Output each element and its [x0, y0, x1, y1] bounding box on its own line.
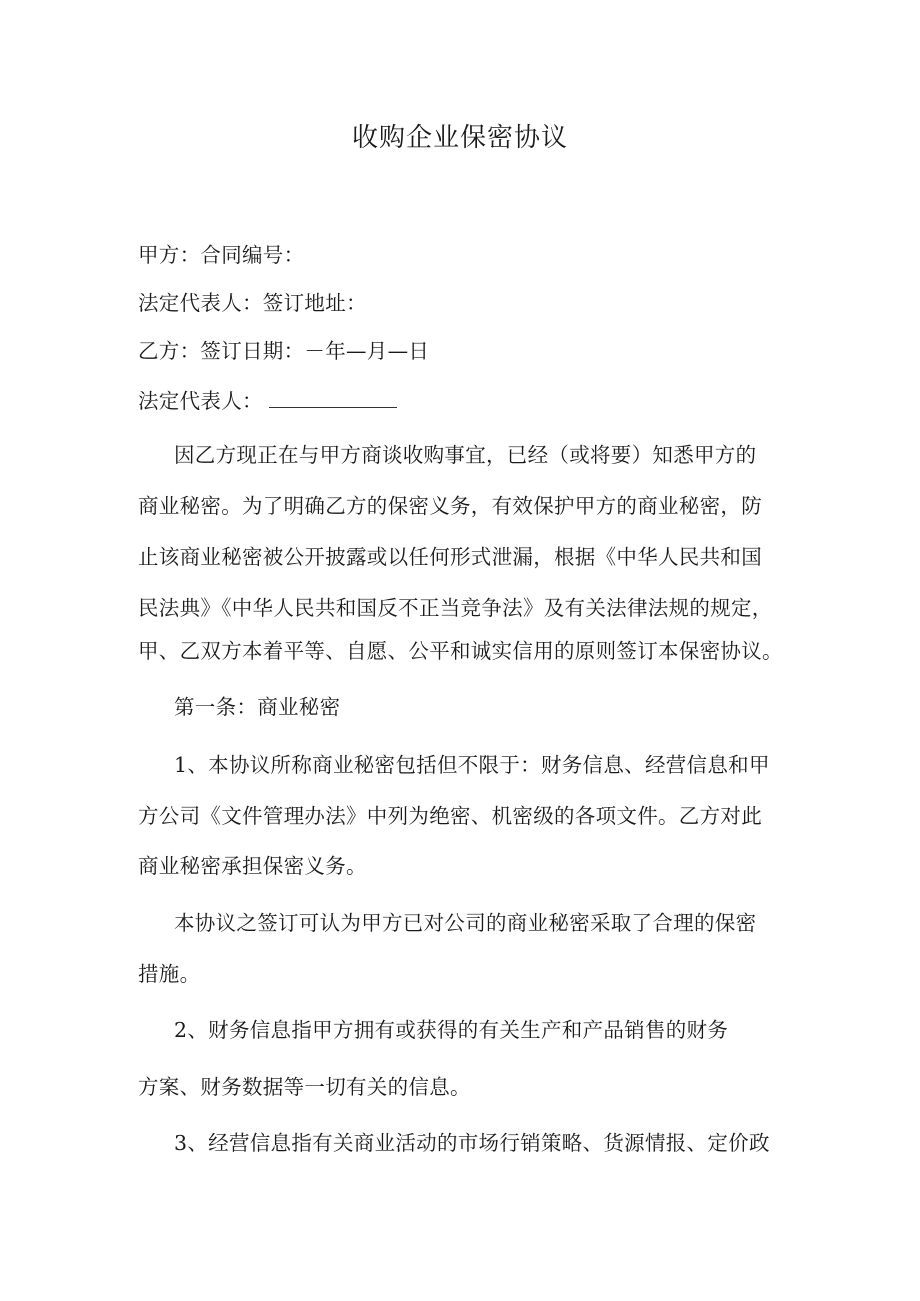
paragraph-line: 因乙方现正在与甲方商谈收购事宜，已经（或将要）知悉甲方的	[174, 443, 757, 467]
paragraph-line: 民法典》《中华人民共和国反不正当竞争法》及有关法律法规的规定，	[138, 596, 773, 620]
party-a-line: 甲方：合同编号：	[138, 243, 305, 267]
paragraph-line: 措施。	[138, 962, 201, 986]
paragraph-line: 3、经营信息指有关商业活动的市场行销策略、货源情报、定价政	[174, 1131, 770, 1155]
paragraph-line: 止该商业秘密被公开披露或以任何形式泄漏，根据《中华人民共和国	[138, 545, 762, 569]
party-b-line: 乙方：签订日期：－年—月—日	[138, 339, 430, 363]
article-heading: 第一条：商业秘密	[174, 695, 341, 719]
legal-rep-a-line: 法定代表人：签订地址：	[138, 291, 367, 315]
document-title: 收购企业保密协议	[351, 123, 568, 153]
paragraph-line: 商业秘密承担保密义务。	[138, 854, 367, 878]
paragraph-line: 1、本协议所称商业秘密包括但不限于：财务信息、经营信息和甲	[174, 753, 770, 777]
signature-blank-line	[269, 385, 397, 408]
paragraph-line: 商业秘密。为了明确乙方的保密义务，有效保护甲方的商业秘密，防	[138, 494, 762, 518]
paragraph-line: 本协议之签订可认为甲方已对公司的商业秘密采取了合理的保密	[174, 911, 757, 935]
paragraph-line: 方公司《文件管理办法》中列为绝密、机密级的各项文件。乙方对此	[138, 804, 762, 828]
legal-rep-b-row	[138, 385, 397, 416]
paragraph-line: 方案、财务数据等一切有关的信息。	[138, 1075, 471, 1099]
paragraph-line: 2、财务信息指甲方拥有或获得的有关生产和产品销售的财务	[174, 1018, 729, 1042]
paragraph-line: 甲、乙双方本着平等、自愿、公平和诚实信用的原则签订本保密协议。	[138, 639, 783, 663]
legal-rep-b-label: 法定代表人：	[138, 389, 263, 413]
